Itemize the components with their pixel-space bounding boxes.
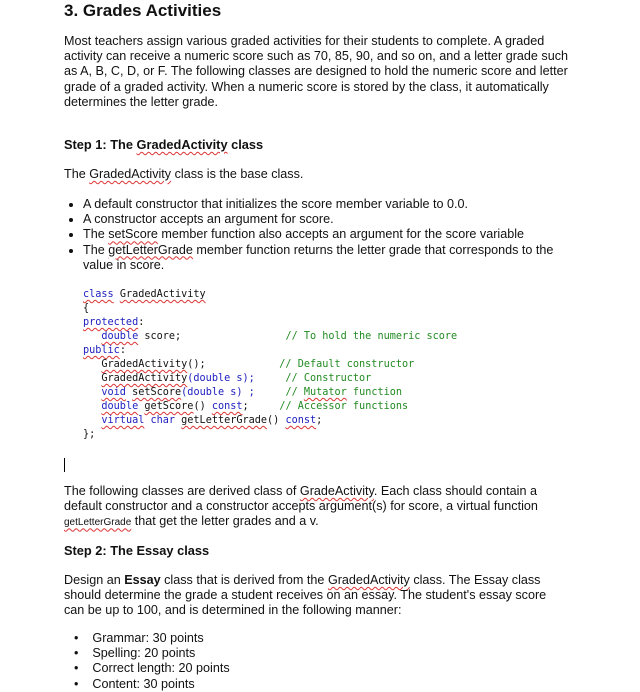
step2-bullets: [74, 631, 579, 692]
step2-description: Design an Essay class that is derived from the GradedActivity class. The Essay class should determine the grade a student receives on an essay. The student's essay score can be up to 100, and is determined in the following manner:: [64, 573, 547, 618]
list-item: • A constructor accepts an argument for score.: [83, 212, 569, 227]
list-item: • Spelling: 20 points: [74, 646, 196, 661]
list-item: • Grammar: 30 points: [74, 631, 204, 645]
step1-bullets: [64, 197, 569, 273]
derived-paragraph: The following classes are derived class of GradeActivity. Each class should contain a default constructor and a constructor accepts argument(s) for score, a virtual function getLetterGrade that get the letter grades and a v.: [64, 484, 538, 529]
step2-heading: Step 2: The Essay class: [64, 543, 210, 558]
list-item: • A default constructor that initializes the score member variable to 0.0.: [83, 197, 569, 212]
section-title: 3. Grades Activities: [64, 1, 222, 20]
step1-description: The GradedActivity class is the base class.: [64, 167, 304, 181]
step1-heading: Step 1: The GradedActivity class: [64, 137, 264, 152]
intro-paragraph: Most teachers assign various graded activities for their students to complete. A graded activity can receive a numeric score such as 70, 85, 90, and so on, and a letter grade such as A, B, C, D, or F. The following classes are designed to hold the numeric score and letter grade of a graded activity. When a numeric score is stored by the class, it automatically determines the letter grade.: [64, 34, 569, 109]
list-item: • Correct length: 20 points: [74, 661, 230, 676]
text-cursor: [64, 458, 65, 472]
list-item: • The setScore member function also accepts an argument for the score variable: [83, 227, 569, 242]
list-item: • The getLetterGrade member function returns the letter grade that corresponds to the value in score.: [83, 243, 569, 273]
code-block: class GradedActivity { protected: double score; // To hold the numeric score public: GradedActivity(); // Default constructor GradedActivity(double s); // Constructor void setScore(double s) ; // Mutator function double getScore() const; // Accessor functions virtual char getLetterGrade() const; };: [83, 289, 458, 440]
list-item: • Content: 30 points: [74, 676, 195, 691]
